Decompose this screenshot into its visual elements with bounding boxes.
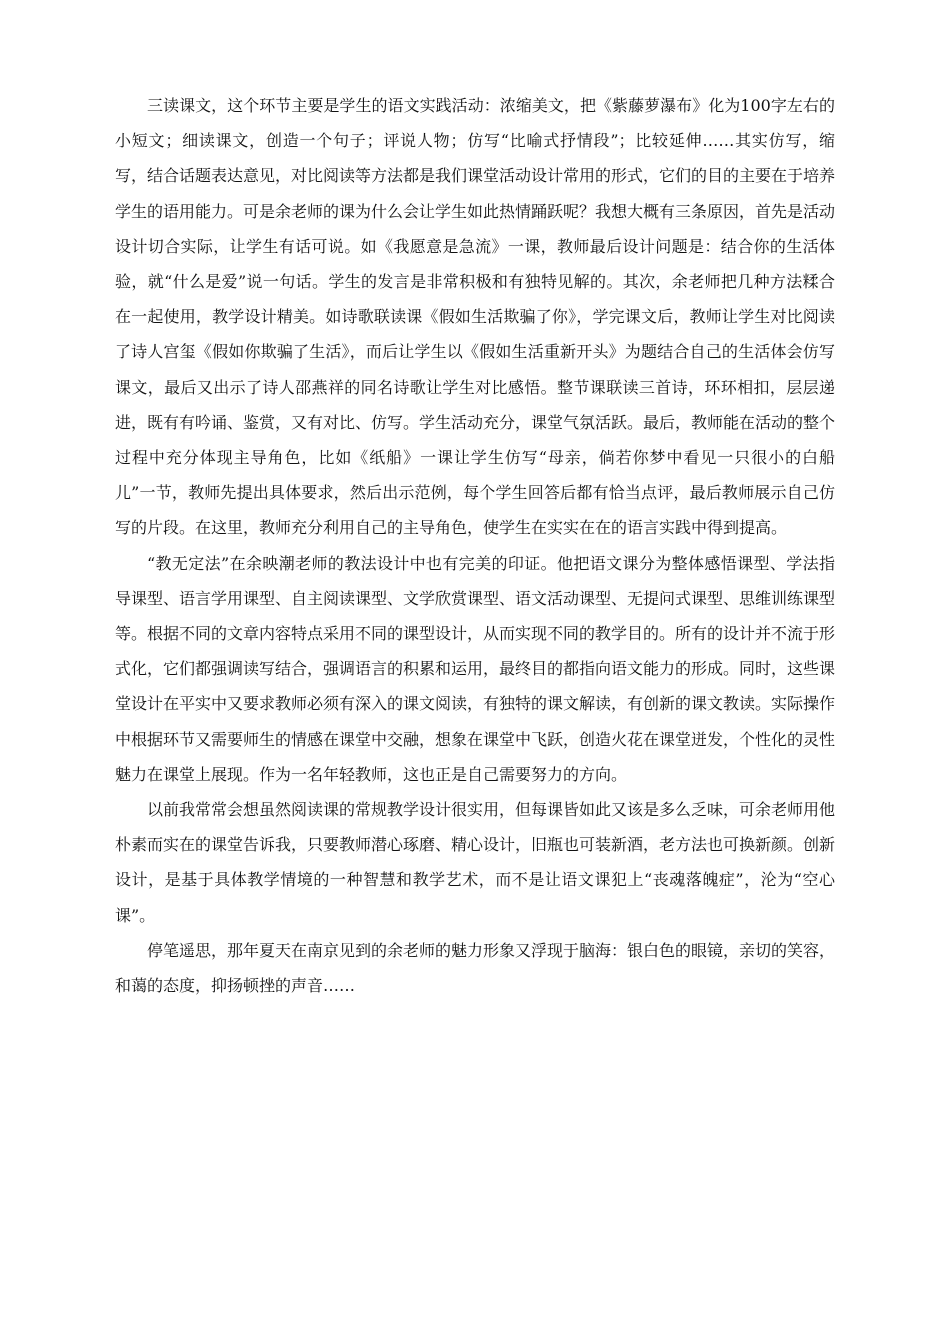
paragraph-1: 三读课文，这个环节主要是学生的语文实践活动：浓缩美文，把《紫藤萝瀑布》化为100字左右的小短文；细读课文，创造一个句子；评说人物；仿写“比喻式抒情段”；比较延伸……其实仿写，缩写，结合话题表达意见，对比阅读等方法都是我们课堂活动设计常用的形式，它们的目的主要在于培养学生的语用能力。可是余老师的课为什么会让学生如此热情踊跃呢？我想大概有三条原因，首先是活动设计切合实际，让学生有话可说。如《我愿意是急流》一课，教师最后设计问题是：结合你的生活体验，就“什么是爱”说一句话。学生的发言是非常积极和有独特见解的。其次，余老师把几种方法糅合在一起使用，教学设计精美。如诗歌联读课《假如生活欺骗了你》，学完课文后，教师让学生对比阅读了诗人宫玺《假如你欺骗了生活》，而后让学生以《假如生活重新开头》为题结合自己的生活体会仿写课文，最后又出示了诗人邵燕祥的同名诗歌让学生对比感悟。整节课联读三首诗，环环相扣，层层递进，既有有吟诵、鉴赏，又有对比、仿写。学生活动充分，课堂气氛活跃。最后，教师能在活动的整个过程中充分体现主导角色，比如《纸船》一课让学生仿写“母亲，倘若你梦中看见一只很小的白船儿”一节，教师先提出具体要求，然后出示范例，每个学生回答后都有恰当点评，最后教师展示自己仿写的片段。在这里，教师充分利用自己的主导角色，使学生在实实在在的语言实践中得到提高。 bbox=[115, 96, 836, 538]
paragraph-2: “教无定法”在余映潮老师的教法设计中也有完美的印证。他把语文课分为整体感悟课型、学法指导课型、语言学用课型、自主阅读课型、文学欣赏课型、语文活动课型、无提问式课型、思维训练课型等。根据不同的文章内容特点采用不同的课型设计，从而实现不同的教学目的。所有的设计并不流于形式化，它们都强调读写结合，强调语言的积累和运用，最终目的都指向语文能力的形成。同时，这些课堂设计在平实中又要求教师必须有深入的课文阅读，有独特的课文解读，有创新的课文教读。实际操作中根据环节又需要师生的情感在课堂中交融，想象在课堂中飞跃，创造火花在课堂迸发，个性化的灵性魅力在课堂上展现。作为一名年轻教师，这也正是自己需要努力的方向。 bbox=[115, 553, 836, 784]
paragraph-3: 以前我常常会想虽然阅读课的常规教学设计很实用，但每课皆如此又该是多么乏味，可余老师用他朴素而实在的课堂告诉我，只要教师潜心琢磨、精心设计，旧瓶也可装新酒，老方法也可换新颜。创新设计，是基于具体教学情境的一种智慧和教学艺术，而不是让语文课犯上“丧魂落魄症”，沦为“空心课”。 bbox=[115, 800, 836, 925]
document-body bbox=[115, 88, 835, 1003]
paragraph-4: 停笔遥思，那年夏天在南京见到的余老师的魅力形象又浮现于脑海：银白色的眼镜，亲切的笑容，和蔼的态度，抑扬顿挫的声音…… bbox=[115, 940, 836, 996]
